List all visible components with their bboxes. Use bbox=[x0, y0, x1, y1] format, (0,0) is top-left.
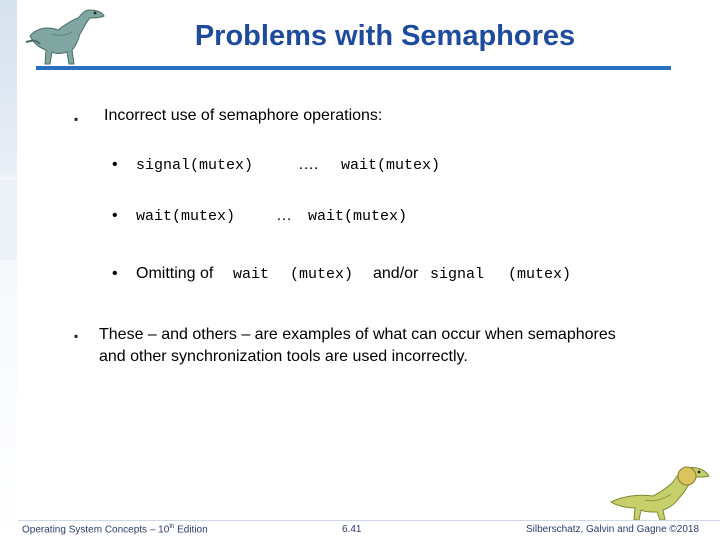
code-signal: signal bbox=[430, 266, 485, 283]
code-mutex: (mutex) bbox=[290, 266, 354, 283]
slide-title: Problems with Semaphores bbox=[194, 20, 576, 52]
code-wait-mutex: wait(mutex) bbox=[341, 157, 441, 174]
code-mutex: (mutex) bbox=[508, 266, 572, 283]
left-accent-bar bbox=[0, 0, 17, 540]
footer-divider bbox=[18, 520, 720, 521]
round-bullet-icon: • bbox=[112, 156, 118, 173]
bullet-paragraph: These – and others – are examples of what can occur when semaphores and other synchronization tools are used incorrectly. bbox=[99, 326, 616, 365]
footer-left bbox=[22, 524, 208, 535]
round-bullet-icon: • bbox=[112, 207, 118, 224]
round-bullet-icon: • bbox=[112, 265, 118, 282]
square-bullet-icon: ▪ bbox=[74, 329, 79, 343]
code-signal-mutex: signal(mutex) bbox=[136, 157, 254, 174]
title-divider bbox=[36, 66, 671, 70]
footer-edition-suffix: th bbox=[169, 524, 175, 530]
footer-book-title: Operating System Concepts – 10 bbox=[22, 524, 170, 536]
ellipsis: … bbox=[276, 207, 292, 224]
code-wait-mutex: wait(mutex) bbox=[136, 208, 236, 225]
omitting-text: Omitting of bbox=[136, 265, 214, 282]
ellipsis: …. bbox=[298, 156, 319, 173]
and-or-text: and/or bbox=[373, 265, 419, 282]
footer-authors: Silberschatz, Galvin and Gagne ©2018 bbox=[526, 524, 700, 535]
dinosaur-icon bbox=[22, 6, 112, 68]
dinosaur-icon bbox=[605, 462, 715, 522]
code-wait-mutex: wait(mutex) bbox=[308, 208, 408, 225]
page-number: 6.41 bbox=[342, 524, 362, 535]
left-accent-band bbox=[0, 180, 17, 260]
code-wait: wait bbox=[233, 266, 270, 283]
square-bullet-icon: ▪ bbox=[74, 112, 79, 126]
footer-edition-label: Edition bbox=[174, 524, 208, 536]
bullet-text: Incorrect use of semaphore operations: bbox=[104, 107, 383, 124]
